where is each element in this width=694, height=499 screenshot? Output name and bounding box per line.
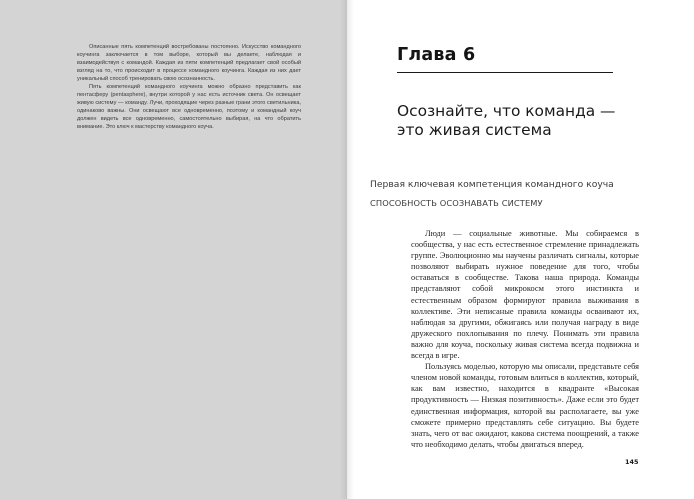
chapter-divider — [397, 72, 613, 73]
chapter-label: Глава 6 — [397, 45, 476, 65]
left-paragraph-1: Описанные пять компетенций востребованы постоянно. Искусство командного коучинга заключается в том выборе, который вы делаете, наблюдая и взаимодействуя с командой. Каждая из пяти компетенций предлагает свой особый взгляд на то, что происходит в процессе командного коучинга. Каждая из них дает уникальный способ тренировать свою осознанность. — [77, 44, 301, 82]
body-paragraph-2: Пользуясь моделью, которую мы описали, представьте себя членом новой команды, готовым влиться в коллектив, который, как вам известно, находится в квадранте «Высокая продуктивность — Низкая позитивность». Даже если это будет единственная информация, которой вы располагаете, вы уже сможете примерно представлять себе ситуацию. Вы будете знать, чего от вас ожидают, какова система поощрений, а также что необходимо делать, чтобы двигаться вперед. — [411, 362, 639, 449]
left-page-text — [77, 44, 301, 131]
right-page-body — [411, 228, 639, 450]
book-gutter — [340, 0, 354, 499]
left-paragraph-2: Пять компетенций командного коучинга можно образно представить как пентасферу (pentasphere), внутри которой у нас есть источник света. Он освещает живую систему — команду. Лучи, проходящие через разные грани этого светильника, одинаково важны. Они освещают все одновременно, поэтому и командный коуч должен видеть все одновременно, самостоятельно выбирая, на что обратить внимание. Это ключ к мастерству командного коуча. — [77, 83, 301, 130]
chapter-title: Осознайте, что команда — это живая система — [397, 102, 616, 139]
competency-subtitle: Первая ключевая компетенция командного коуча — [370, 179, 614, 190]
page-number: 145 — [625, 458, 639, 466]
body-paragraph-1: Люди — социальные животные. Мы собираемся в сообщества, у нас есть естественное стремление принадлежать группе. Эволюционно мы научены различать сигналы, которые позволяют выбирать нужное поведение для того, чтобы оставаться в сообществе. Такова наша природа. Команды представляют собой микрокосм этого инстинкта и естественным образом формируют правила выживания в коллективе. Эти неписаные правила команды осваивают их, наблюдая за другими, обжигаясь или получая награду в виде дружеского похлопывания по плечу. Понимать эти правила важно для коуча, поскольку живая система всегда подвижна и всегда в игре. — [411, 229, 639, 361]
competency-name: СПОСОБНОСТЬ ОСОЗНАВАТЬ СИСТЕМУ — [370, 198, 543, 208]
